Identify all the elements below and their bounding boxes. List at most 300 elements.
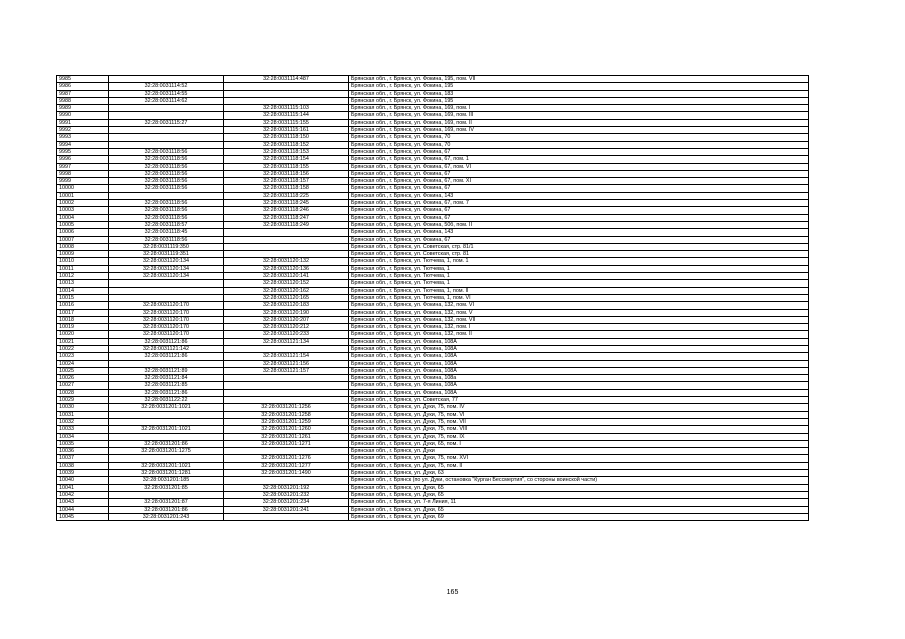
building-cadastral-number-cell: 32:28:0031120:162 [224,287,349,294]
land-cadastral-number-cell: 32:28:0031118:56 [109,185,224,192]
building-cadastral-number-cell: 32:28:0031118:246 [224,207,349,214]
address-cell: Брянская обл., г. Брянск, ул. Фокина, 108А [349,360,809,367]
table-row [57,214,809,221]
land-cadastral-number-cell: 32:28:0031121:142 [109,345,224,352]
cadastral-registry-table [56,75,809,521]
building-cadastral-number-cell: 32:28:0031115:144 [224,112,349,119]
table-row [57,316,809,323]
row-number-cell: 10029 [57,397,109,404]
table-row [57,97,809,104]
table-row [57,265,809,272]
row-number-cell: 10043 [57,499,109,506]
address-cell: Брянская обл., г. Брянск, ул. Тютчева, 1 [349,280,809,287]
table-row [57,163,809,170]
table-row [57,448,809,455]
address-cell: Брянская обл., г. Брянск, ул. Фокина, 67, пом. 7 [349,200,809,207]
address-cell: Брянская обл., г. Брянск, ул. Фокина, 143 [349,229,809,236]
land-cadastral-number-cell: 32:28:0031118:56 [109,236,224,243]
building-cadastral-number-cell: 32:28:0031118:153 [224,148,349,155]
land-cadastral-number-cell: 32:28:0031118:56 [109,156,224,163]
building-cadastral-number-cell: 32:28:0031121:134 [224,338,349,345]
address-cell: Брянская обл., г. Брянск, ул. Фокина, 143 [349,192,809,199]
land-cadastral-number-cell: 32:28:0031120:170 [109,331,224,338]
land-cadastral-number-cell: 32:28:0031201:1021 [109,462,224,469]
row-number-cell: 10017 [57,309,109,316]
table-row [57,462,809,469]
address-cell: Брянская обл., г. Брянск, ул. Тютчева, 1 [349,273,809,280]
row-number-cell: 10015 [57,294,109,301]
address-cell: Брянская обл., г. Брянск, ул. Фокина, 195 [349,83,809,90]
row-number-cell: 10035 [57,440,109,447]
address-cell: Брянская обл., г. Брянск, ул. Дуки, 75, пом. IX [349,433,809,440]
row-number-cell: 10034 [57,433,109,440]
land-cadastral-number-cell [109,76,224,83]
address-cell: Брянская обл., г. Брянск, ул. Дуки, 75, пом. XVI [349,455,809,462]
building-cadastral-number-cell: 32:28:0031201:1256 [224,404,349,411]
row-number-cell: 10007 [57,236,109,243]
building-cadastral-number-cell: 32:28:0031120:183 [224,302,349,309]
address-cell: Брянская обл., г. Брянск, ул. Фокина, 169, пом. II [349,119,809,126]
building-cadastral-number-cell: 32:28:0031118:157 [224,178,349,185]
row-number-cell: 10042 [57,491,109,498]
table-row [57,499,809,506]
row-number-cell: 9999 [57,178,109,185]
address-cell: Брянская обл., г. Брянск, ул. Дуки, 65 [349,491,809,498]
row-number-cell: 10021 [57,338,109,345]
row-number-cell: 10038 [57,462,109,469]
table-row [57,491,809,498]
land-cadastral-number-cell [109,433,224,440]
address-cell: Брянская обл., г. Брянск, ул. Дуки [349,448,809,455]
land-cadastral-number-cell: 32:28:0031201:1021 [109,404,224,411]
land-cadastral-number-cell: 32:28:0031122:22 [109,397,224,404]
table-row [57,207,809,214]
row-number-cell: 10009 [57,251,109,258]
table-row [57,236,809,243]
table-row [57,134,809,141]
row-number-cell: 10026 [57,375,109,382]
table-row [57,309,809,316]
table-row [57,90,809,97]
land-cadastral-number-cell: 32:28:0031118:45 [109,229,224,236]
building-cadastral-number-cell: 32:28:0031120:132 [224,258,349,265]
table-row [57,178,809,185]
row-number-cell: 10033 [57,426,109,433]
table-row [57,324,809,331]
land-cadastral-number-cell: 32:28:0031121:84 [109,375,224,382]
address-cell: Брянская обл., г. Брянск, ул. Фокина, 67 [349,207,809,214]
building-cadastral-number-cell: 32:28:0031201:1260 [224,426,349,433]
table-row [57,302,809,309]
building-cadastral-number-cell [224,243,349,250]
table-row [57,280,809,287]
building-cadastral-number-cell [224,97,349,104]
land-cadastral-number-cell: 32:28:0031201:243 [109,513,224,520]
building-cadastral-number-cell: 32:28:0031115:161 [224,127,349,134]
row-number-cell: 10040 [57,477,109,484]
document-page [56,75,808,521]
row-number-cell: 10010 [57,258,109,265]
building-cadastral-number-cell [224,236,349,243]
building-cadastral-number-cell: 32:28:0031120:190 [224,309,349,316]
row-number-cell: 10003 [57,207,109,214]
building-cadastral-number-cell: 32:28:0031115:155 [224,119,349,126]
table-row [57,148,809,155]
building-cadastral-number-cell: 32:28:0031121:156 [224,360,349,367]
building-cadastral-number-cell: 32:28:0031201:232 [224,491,349,498]
table-row [57,397,809,404]
address-cell: Брянская обл., г. Брянск, ул. Дуки, 65, пом. I [349,440,809,447]
address-cell: Брянская обл., г. Брянск, ул. Фокина, 70 [349,141,809,148]
land-cadastral-number-cell: 32:28:0031114:62 [109,97,224,104]
table-row [57,192,809,199]
row-number-cell: 9992 [57,127,109,134]
land-cadastral-number-cell: 32:28:0031119:350 [109,243,224,250]
land-cadastral-number-cell [109,192,224,199]
land-cadastral-number-cell: 32:28:0031201:87 [109,499,224,506]
row-number-cell: 10018 [57,316,109,323]
address-cell: Брянская обл., г. Брянск, ул. Дуки, 65 [349,484,809,491]
table-row [57,287,809,294]
address-cell: Брянская обл., г. Брянск, ул. Фокина, 108А [349,345,809,352]
land-cadastral-number-cell: 32:28:0031201:1275 [109,448,224,455]
address-cell: Брянская обл., г. Брянск, ул. Фокина, 108а [349,375,809,382]
row-number-cell: 10037 [57,455,109,462]
table-row [57,477,809,484]
table-row [57,185,809,192]
building-cadastral-number-cell: 32:28:0031121:157 [224,367,349,374]
address-cell: Брянская обл., г. Брянск, ул. Фокина, 67 [349,148,809,155]
land-cadastral-number-cell [109,455,224,462]
row-number-cell: 9995 [57,148,109,155]
table-row [57,426,809,433]
row-number-cell: 10039 [57,470,109,477]
building-cadastral-number-cell: 32:28:0031121:154 [224,353,349,360]
row-number-cell: 10013 [57,280,109,287]
address-cell: Брянская обл., г. Брянск, ул. Фокина, 67, пом. XI [349,178,809,185]
land-cadastral-number-cell [109,287,224,294]
building-cadastral-number-cell: 32:28:0031201:1277 [224,462,349,469]
address-cell: Брянская обл., г. Брянск, ул. Фокина, 132, пом. VII [349,316,809,323]
building-cadastral-number-cell [224,251,349,258]
row-number-cell: 10006 [57,229,109,236]
address-cell: Брянская обл., г. Брянск, ул. Фокина, 132, пом. I [349,324,809,331]
row-number-cell: 10027 [57,382,109,389]
table-row [57,382,809,389]
table-row [57,360,809,367]
address-cell: Брянская обл., г. Брянск, ул. Фокина, 108А [349,367,809,374]
address-cell: Брянская обл., г. Брянск, ул. 7-я Линия, 11 [349,499,809,506]
address-cell: Брянская обл., г. Брянск, ул. Фокина, 70 [349,134,809,141]
address-cell: Брянская обл., г. Брянск, ул. Дуки, 75, пом. II [349,462,809,469]
building-cadastral-number-cell [224,90,349,97]
building-cadastral-number-cell [224,229,349,236]
table-row [57,127,809,134]
row-number-cell: 9996 [57,156,109,163]
table-row [57,389,809,396]
address-cell: Брянская обл., г. Брянск, ул. Фокина, 132, пом. V [349,309,809,316]
table-row [57,221,809,228]
land-cadastral-number-cell: 32:28:0031114:52 [109,83,224,90]
address-cell: Брянская обл., г. Брянск (по ул. Дуки, остановка "Курган Бессмертия", со стороны воинской части) [349,477,809,484]
building-cadastral-number-cell: 32:28:0031120:212 [224,324,349,331]
address-cell: Брянская обл., г. Брянск, ул. Фокина, 132, пом. II [349,331,809,338]
building-cadastral-number-cell [224,397,349,404]
address-cell: Брянская обл., г. Брянск, ул. Тютчева, 1, пом. VI [349,294,809,301]
row-number-cell: 10044 [57,506,109,513]
land-cadastral-number-cell [109,418,224,425]
land-cadastral-number-cell: 32:28:0031121:86 [109,338,224,345]
table-row [57,411,809,418]
row-number-cell: 10004 [57,214,109,221]
building-cadastral-number-cell [224,448,349,455]
row-number-cell: 9993 [57,134,109,141]
address-cell: Брянская обл., г. Брянск, ул. Фокина, 67, пом. VI [349,163,809,170]
row-number-cell: 9994 [57,141,109,148]
land-cadastral-number-cell: 32:28:0031121:86 [109,353,224,360]
address-cell: Брянская обл., г. Брянск, ул. Фокина, 108А [349,382,809,389]
building-cadastral-number-cell: 32:28:0031118:156 [224,170,349,177]
building-cadastral-number-cell: 32:28:0031118:152 [224,141,349,148]
row-number-cell: 9991 [57,119,109,126]
land-cadastral-number-cell: 32:28:0031120:134 [109,258,224,265]
row-number-cell: 10022 [57,345,109,352]
land-cadastral-number-cell: 32:28:0031201:1281 [109,470,224,477]
row-number-cell: 10025 [57,367,109,374]
page-number: 165 [446,589,459,596]
table-row [57,331,809,338]
building-cadastral-number-cell: 32:28:0031201:234 [224,499,349,506]
row-number-cell: 9998 [57,170,109,177]
land-cadastral-number-cell: 32:28:0031201:185 [109,477,224,484]
land-cadastral-number-cell: 32:28:0031118:56 [109,214,224,221]
land-cadastral-number-cell: 32:28:0031118:56 [109,207,224,214]
address-cell: Брянская обл., г. Брянск, ул. Фокина, 169, пом. IV [349,127,809,134]
land-cadastral-number-cell [109,491,224,498]
table-row [57,112,809,119]
row-number-cell: 10031 [57,411,109,418]
address-cell: Брянская обл., г. Брянск, ул. Фокина, 169, пом. III [349,112,809,119]
address-cell: Брянская обл., г. Брянск, ул. Тютчева, 1, пом. II [349,287,809,294]
table-row [57,353,809,360]
land-cadastral-number-cell: 32:28:0031120:134 [109,273,224,280]
building-cadastral-number-cell: 32:28:0031201:1261 [224,433,349,440]
building-cadastral-number-cell: 32:28:0031120:152 [224,280,349,287]
row-number-cell: 10045 [57,513,109,520]
building-cadastral-number-cell: 32:28:0031118:154 [224,156,349,163]
land-cadastral-number-cell: 32:28:0031115:27 [109,119,224,126]
address-cell: Брянская обл., г. Брянск, ул. Дуки, 69 [349,513,809,520]
address-cell: Брянская обл., г. Брянск, ул. Советская, стр. 81 [349,251,809,258]
land-cadastral-number-cell: 32:28:0031118:56 [109,178,224,185]
address-cell: Брянская обл., г. Брянск, ул. Дуки, 75, пом. VIII [349,426,809,433]
row-number-cell: 9997 [57,163,109,170]
row-number-cell: 10032 [57,418,109,425]
table-row [57,367,809,374]
address-cell: Брянская обл., г. Брянск, ул. Фокина, 195 [349,97,809,104]
row-number-cell: 10041 [57,484,109,491]
building-cadastral-number-cell [224,83,349,90]
table-row [57,484,809,491]
land-cadastral-number-cell: 32:28:0031201:86 [109,506,224,513]
table-row [57,404,809,411]
row-number-cell: 10012 [57,273,109,280]
building-cadastral-number-cell [224,513,349,520]
building-cadastral-number-cell: 32:28:0031201:1490 [224,470,349,477]
table-row [57,243,809,250]
building-cadastral-number-cell: 32:28:0031120:136 [224,265,349,272]
land-cadastral-number-cell: 32:28:0031118:56 [109,200,224,207]
table-row [57,156,809,163]
row-number-cell: 9989 [57,105,109,112]
row-number-cell: 10023 [57,353,109,360]
building-cadastral-number-cell: 32:28:0031201:192 [224,484,349,491]
table-row [57,119,809,126]
building-cadastral-number-cell: 32:28:0031201:241 [224,506,349,513]
address-cell: Брянская обл., г. Брянск, ул. Дуки, 75, пом. IV [349,404,809,411]
table-row [57,470,809,477]
table-row [57,170,809,177]
table-row [57,433,809,440]
address-cell: Брянская обл., г. Брянск, ул. Дуки, 75, пом. VI [349,411,809,418]
table-row [57,251,809,258]
address-cell: Брянская обл., г. Брянск, ул. Дуки, 75, пом. VII [349,418,809,425]
land-cadastral-number-cell [109,360,224,367]
table-row [57,513,809,520]
row-number-cell: 10011 [57,265,109,272]
address-cell: Брянская обл., г. Брянск, ул. Советская, 77 [349,397,809,404]
row-number-cell: 10008 [57,243,109,250]
row-number-cell: 9985 [57,76,109,83]
land-cadastral-number-cell: 32:28:0031118:56 [109,163,224,170]
land-cadastral-number-cell [109,112,224,119]
table-body [57,76,809,521]
land-cadastral-number-cell: 32:28:0031120:170 [109,316,224,323]
address-cell: Брянская обл., г. Брянск, ул. Фокина, 108А [349,353,809,360]
table-row [57,418,809,425]
row-number-cell: 9987 [57,90,109,97]
building-cadastral-number-cell [224,477,349,484]
land-cadastral-number-cell [109,294,224,301]
table-row [57,76,809,83]
row-number-cell: 10014 [57,287,109,294]
address-cell: Брянская обл., г. Брянск, ул. Фокина, 108А [349,389,809,396]
row-number-cell: 10001 [57,192,109,199]
table-row [57,83,809,90]
row-number-cell: 10030 [57,404,109,411]
table-row [57,258,809,265]
land-cadastral-number-cell: 32:28:0031201:1021 [109,426,224,433]
land-cadastral-number-cell: 32:28:0031120:170 [109,309,224,316]
land-cadastral-number-cell [109,127,224,134]
address-cell: Брянская обл., г. Брянск, ул. Фокина, 132, пом. VI [349,302,809,309]
table-row [57,506,809,513]
building-cadastral-number-cell: 32:28:0031120:165 [224,294,349,301]
land-cadastral-number-cell: 32:28:0031121:89 [109,367,224,374]
land-cadastral-number-cell: 32:28:0031201:85 [109,484,224,491]
building-cadastral-number-cell: 32:28:0031120:207 [224,316,349,323]
row-number-cell: 10000 [57,185,109,192]
building-cadastral-number-cell: 32:28:0031201:1258 [224,411,349,418]
row-number-cell: 10016 [57,302,109,309]
building-cadastral-number-cell: 32:28:0031118:245 [224,200,349,207]
row-number-cell: 10020 [57,331,109,338]
table-row [57,345,809,352]
land-cadastral-number-cell [109,105,224,112]
building-cadastral-number-cell: 32:28:0031118:158 [224,185,349,192]
building-cadastral-number-cell: 32:28:0031118:247 [224,214,349,221]
table-row [57,273,809,280]
table-row [57,455,809,462]
row-number-cell: 9990 [57,112,109,119]
row-number-cell: 9988 [57,97,109,104]
address-cell: Брянская обл., г. Брянск, ул. Дуки, 65 [349,506,809,513]
table-row [57,375,809,382]
row-number-cell: 10019 [57,324,109,331]
building-cadastral-number-cell: 32:28:0031201:1259 [224,418,349,425]
address-cell: Брянская обл., г. Брянск, ул. Тютчева, 1, пом. 1 [349,258,809,265]
row-number-cell: 10005 [57,221,109,228]
building-cadastral-number-cell: 32:28:0031118:150 [224,134,349,141]
land-cadastral-number-cell: 32:28:0031121:85 [109,382,224,389]
land-cadastral-number-cell [109,134,224,141]
building-cadastral-number-cell [224,375,349,382]
land-cadastral-number-cell: 32:28:0031118:56 [109,148,224,155]
table-row [57,141,809,148]
land-cadastral-number-cell: 32:28:0031121:86 [109,389,224,396]
building-cadastral-number-cell: 32:28:0031201:1271 [224,440,349,447]
row-number-cell: 10036 [57,448,109,455]
address-cell: Брянская обл., г. Брянск, ул. Фокина, 50б, пом. II [349,221,809,228]
address-cell: Брянская обл., г. Брянск, ул. Фокина, 67, пом. 1 [349,156,809,163]
land-cadastral-number-cell: 32:28:0031120:170 [109,302,224,309]
building-cadastral-number-cell [224,345,349,352]
address-cell: Брянская обл., г. Брянск, ул. Фокина, 67 [349,214,809,221]
address-cell: Брянская обл., г. Брянск, ул. Дуки, 63 [349,470,809,477]
land-cadastral-number-cell: 32:28:0031114:55 [109,90,224,97]
land-cadastral-number-cell [109,141,224,148]
address-cell: Брянская обл., г. Брянск, ул. Советская, стр. 81/1 [349,243,809,250]
land-cadastral-number-cell: 32:28:0031120:170 [109,324,224,331]
address-cell: Брянская обл., г. Брянск, ул. Фокина, 169, пом. I [349,105,809,112]
address-cell: Брянская обл., г. Брянск, ул. Фокина, 108А [349,338,809,345]
row-number-cell: 9986 [57,83,109,90]
building-cadastral-number-cell: 32:28:0031114:487 [224,76,349,83]
address-cell: Брянская обл., г. Брянск, ул. Фокина, 67 [349,170,809,177]
building-cadastral-number-cell: 32:28:0031120:233 [224,331,349,338]
table-row [57,440,809,447]
land-cadastral-number-cell: 32:28:0031120:134 [109,265,224,272]
building-cadastral-number-cell: 32:28:0031118:225 [224,192,349,199]
address-cell: Брянская обл., г. Брянск, ул. Фокина, 67 [349,236,809,243]
land-cadastral-number-cell [109,411,224,418]
building-cadastral-number-cell [224,382,349,389]
row-number-cell: 10024 [57,360,109,367]
land-cadastral-number-cell: 32:28:0031118:57 [109,221,224,228]
land-cadastral-number-cell: 32:28:0031119:351 [109,251,224,258]
table-row [57,200,809,207]
table-row [57,229,809,236]
table-row [57,338,809,345]
land-cadastral-number-cell [109,280,224,287]
building-cadastral-number-cell: 32:28:0031115:103 [224,105,349,112]
building-cadastral-number-cell: 32:28:0031118:155 [224,163,349,170]
address-cell: Брянская обл., г. Брянск, ул. Тютчева, 1 [349,265,809,272]
land-cadastral-number-cell: 32:28:0031201:86 [109,440,224,447]
land-cadastral-number-cell: 32:28:0031118:56 [109,170,224,177]
building-cadastral-number-cell [224,389,349,396]
address-cell: Брянская обл., г. Брянск, ул. Фокина, 67 [349,185,809,192]
